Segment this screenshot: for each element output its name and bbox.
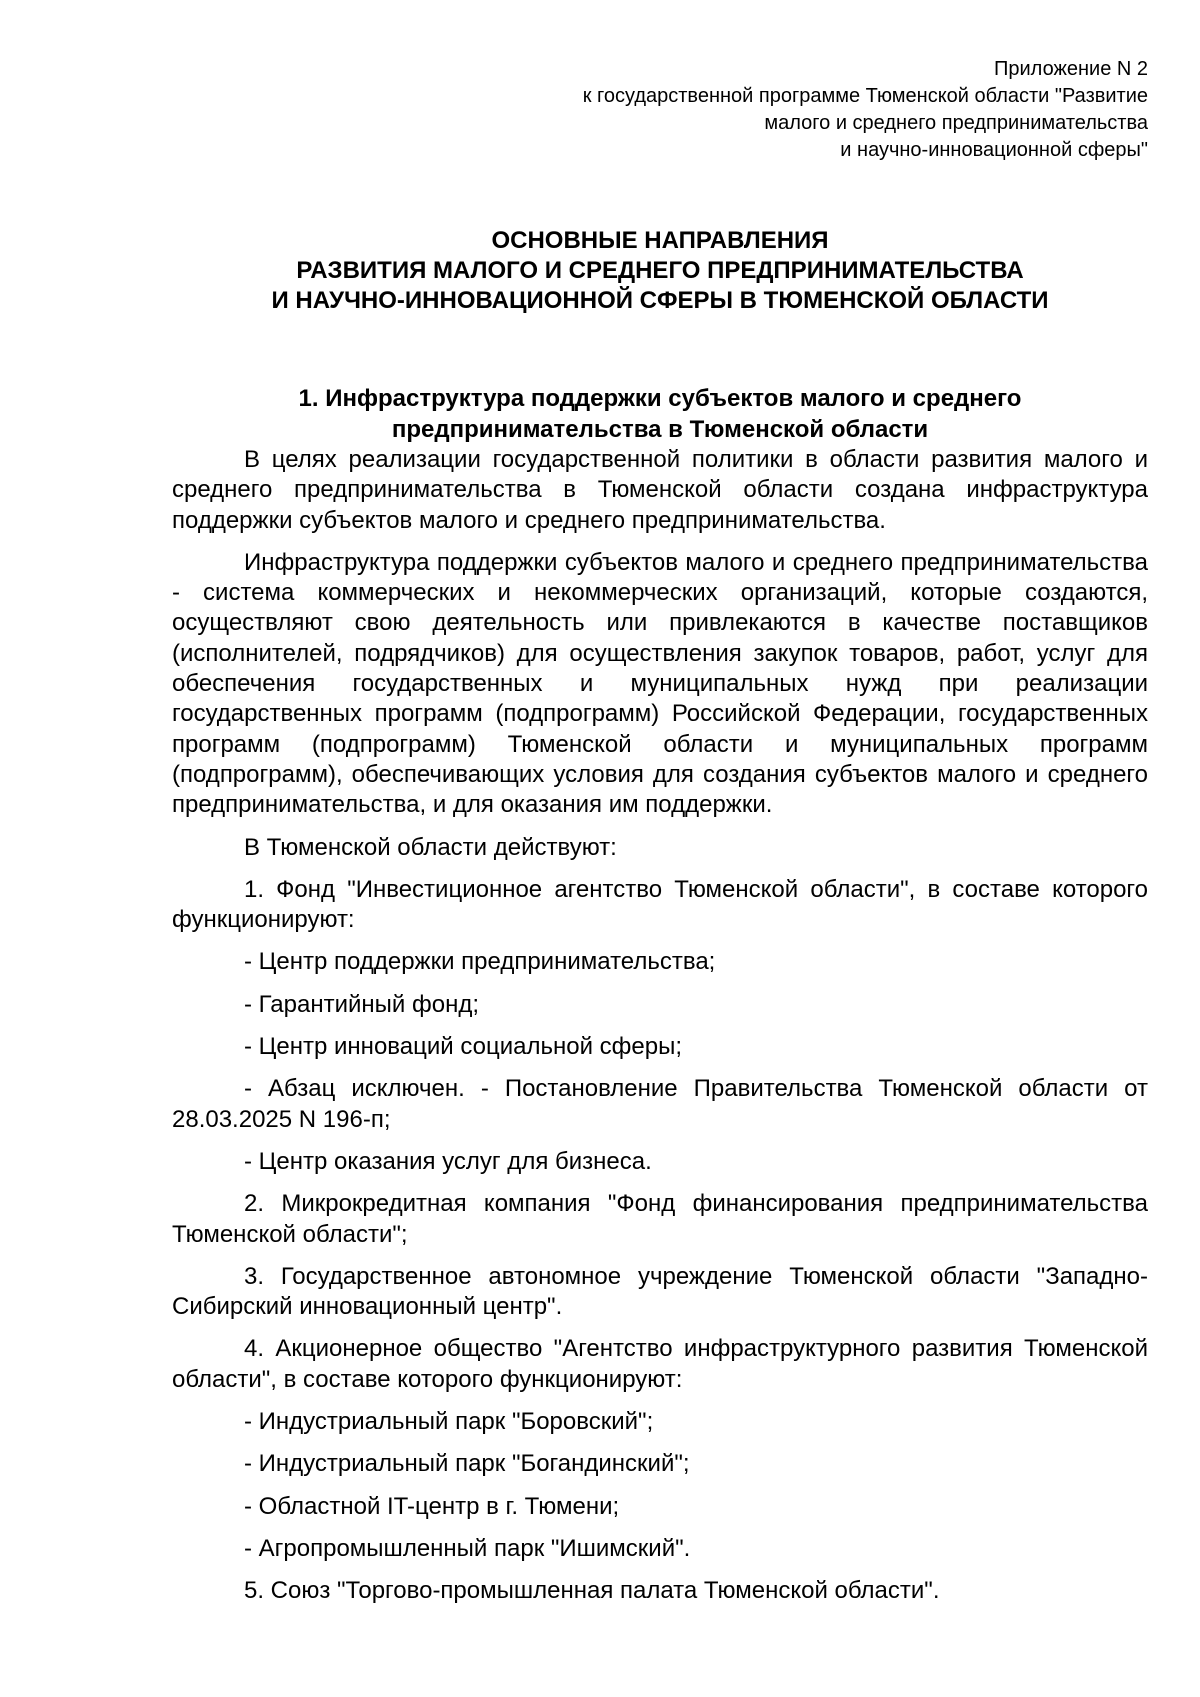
sub-list-item: - Центр инноваций социальной сферы; <box>244 1033 682 1061</box>
sub-list-item: - Областной IT-центр в г. Тюмени; <box>244 1492 620 1520</box>
section-heading-line: 1. Инфраструктура поддержки субъектов малого и среднего <box>298 385 1022 412</box>
sub-list-item: - Центр поддержки предпринимательства; <box>244 948 716 976</box>
list-item: 1. Фонд "Инвестиционное агентство Тюменской области", в составе которого функционируют: <box>172 875 1148 934</box>
section-heading-line: предпринимательства в Тюменской области <box>391 416 929 443</box>
appendix-header <box>172 56 1148 164</box>
title-line: РАЗВИТИЯ МАЛОГО И СРЕДНЕГО ПРЕДПРИНИМАТЕЛЬСТВА <box>296 257 1024 284</box>
paragraph: Инфраструктура поддержки субъектов малого и среднего предпринимательства - система коммерческих и некоммерческих организаций, которые создаются, осуществляют свою деятельность или привлекаются в качестве поставщиков (исполнителей, подрядчиков) для осуществления закупок товаров, работ, услуг для обеспечения государственных и муниципальных нужд при реализации государственных программ (подпрограмм) Российской Федерации, государственных программ (подпрограмм) Тюменской области и муниципальных программ (подпрограмм), обеспечивающих условия для создания субъектов малого и среднего предпринимательства, и для оказания им поддержки. <box>172 548 1148 819</box>
appendix-line: и научно-инновационной сферы" <box>840 139 1148 161</box>
document-title <box>172 226 1148 316</box>
section-heading <box>172 383 1148 445</box>
appendix-line: Приложение N 2 <box>994 58 1148 80</box>
appendix-line: к государственной программе Тюменской области "Развитие <box>582 85 1148 107</box>
list-item: 2. Микрокредитная компания "Фонд финансирования предпринимательства Тюменской области"; <box>172 1190 1148 1248</box>
sub-list-item: - Индустриальный парк "Боровский"; <box>244 1408 654 1436</box>
title-line: ОСНОВНЫЕ НАПРАВЛЕНИЯ <box>491 227 829 254</box>
sub-list-item: - Центр оказания услуг для бизнеса. <box>244 1147 652 1175</box>
list-item: 4. Акционерное общество "Агентство инфраструктурного развития Тюменской области", в составе которого функционируют: <box>172 1335 1148 1393</box>
title-line: И НАУЧНО-ИННОВАЦИОННОЙ СФЕРЫ В ТЮМЕНСКОЙ ОБЛАСТИ <box>271 287 1049 314</box>
appendix-line: малого и среднего предпринимательства <box>764 112 1148 134</box>
sub-list-item: - Индустриальный парк "Богандинский"; <box>244 1450 690 1478</box>
document-page <box>172 56 1148 1619</box>
paragraph: В целях реализации государственной политики в области развития малого и среднего предпринимательства в Тюменской области создана инфраструктура поддержки субъектов малого и среднего предпринимательства. <box>172 446 1148 534</box>
list-item: 3. Государственное автономное учреждение Тюменской области "Западно-Сибирский инновационный центр". <box>172 1262 1148 1321</box>
list-item: 5. Союз "Торгово-промышленная палата Тюменской области". <box>244 1577 940 1605</box>
section-body <box>172 445 1148 1607</box>
sub-list-item: - Агропромышленный парк "Ишимский". <box>244 1534 691 1562</box>
sub-list-item: - Гарантийный фонд; <box>244 990 480 1018</box>
sub-list-item: - Абзац исключен. - Постановление Правительства Тюменской области от 28.03.2025 N 196-п; <box>172 1075 1148 1133</box>
paragraph: В Тюменской области действуют: <box>244 833 617 861</box>
